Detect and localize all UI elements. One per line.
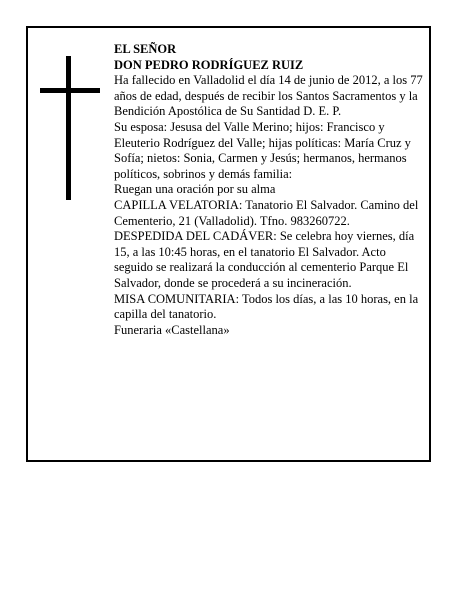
farewell-info: DESPEDIDA DEL CADÁVER: Se celebra hoy viernes, día 15, a las 10:45 horas, en el tanatorio El Salvador. Acto seguido se realizará la conducción al cementerio Parque El Salvador, donde se procederá a su incineración. [114,229,415,290]
obituary-text [114,42,426,338]
prayer-request: Ruegan una oración por su alma [114,182,276,197]
family-list: Su esposa: Jesusa del Valle Merino; hijos: Francisco y Eleuterio Rodríguez del Valle; hijas políticas: María Cruz y Sofía; nietos: Sonia, Carmen y Jesús; hermanos, hermanos políticos, sobrinos y demás familia: [114,119,411,181]
deceased-title: EL SEÑOR [114,42,177,56]
death-announcement: Ha fallecido en Valladolid el día 14 de junio de 2012, a los 77 años de edad, después de recibir los Santos Sacramentos y la Bendición Apostólica de Su Santidad D. E. P. [114,73,423,119]
chapel-info: CAPILLA VELATORIA: Tanatorio El Salvador. Camino del Cementerio, 21 (Valladolid). Tfno. 983260722. [114,197,419,228]
cross-horizontal-bar [40,88,100,93]
obituary-notice-frame [26,26,431,462]
funeral-home: Funeraria «Castellana» [114,322,230,337]
latin-cross-icon [40,56,100,200]
deceased-name: DON PEDRO RODRÍGUEZ RUIZ [114,57,304,72]
mass-info: MISA COMUNITARIA: Todos los días, a las 10 horas, en la capilla del tanatorio. [114,291,419,322]
cross-vertical-bar [66,56,71,200]
